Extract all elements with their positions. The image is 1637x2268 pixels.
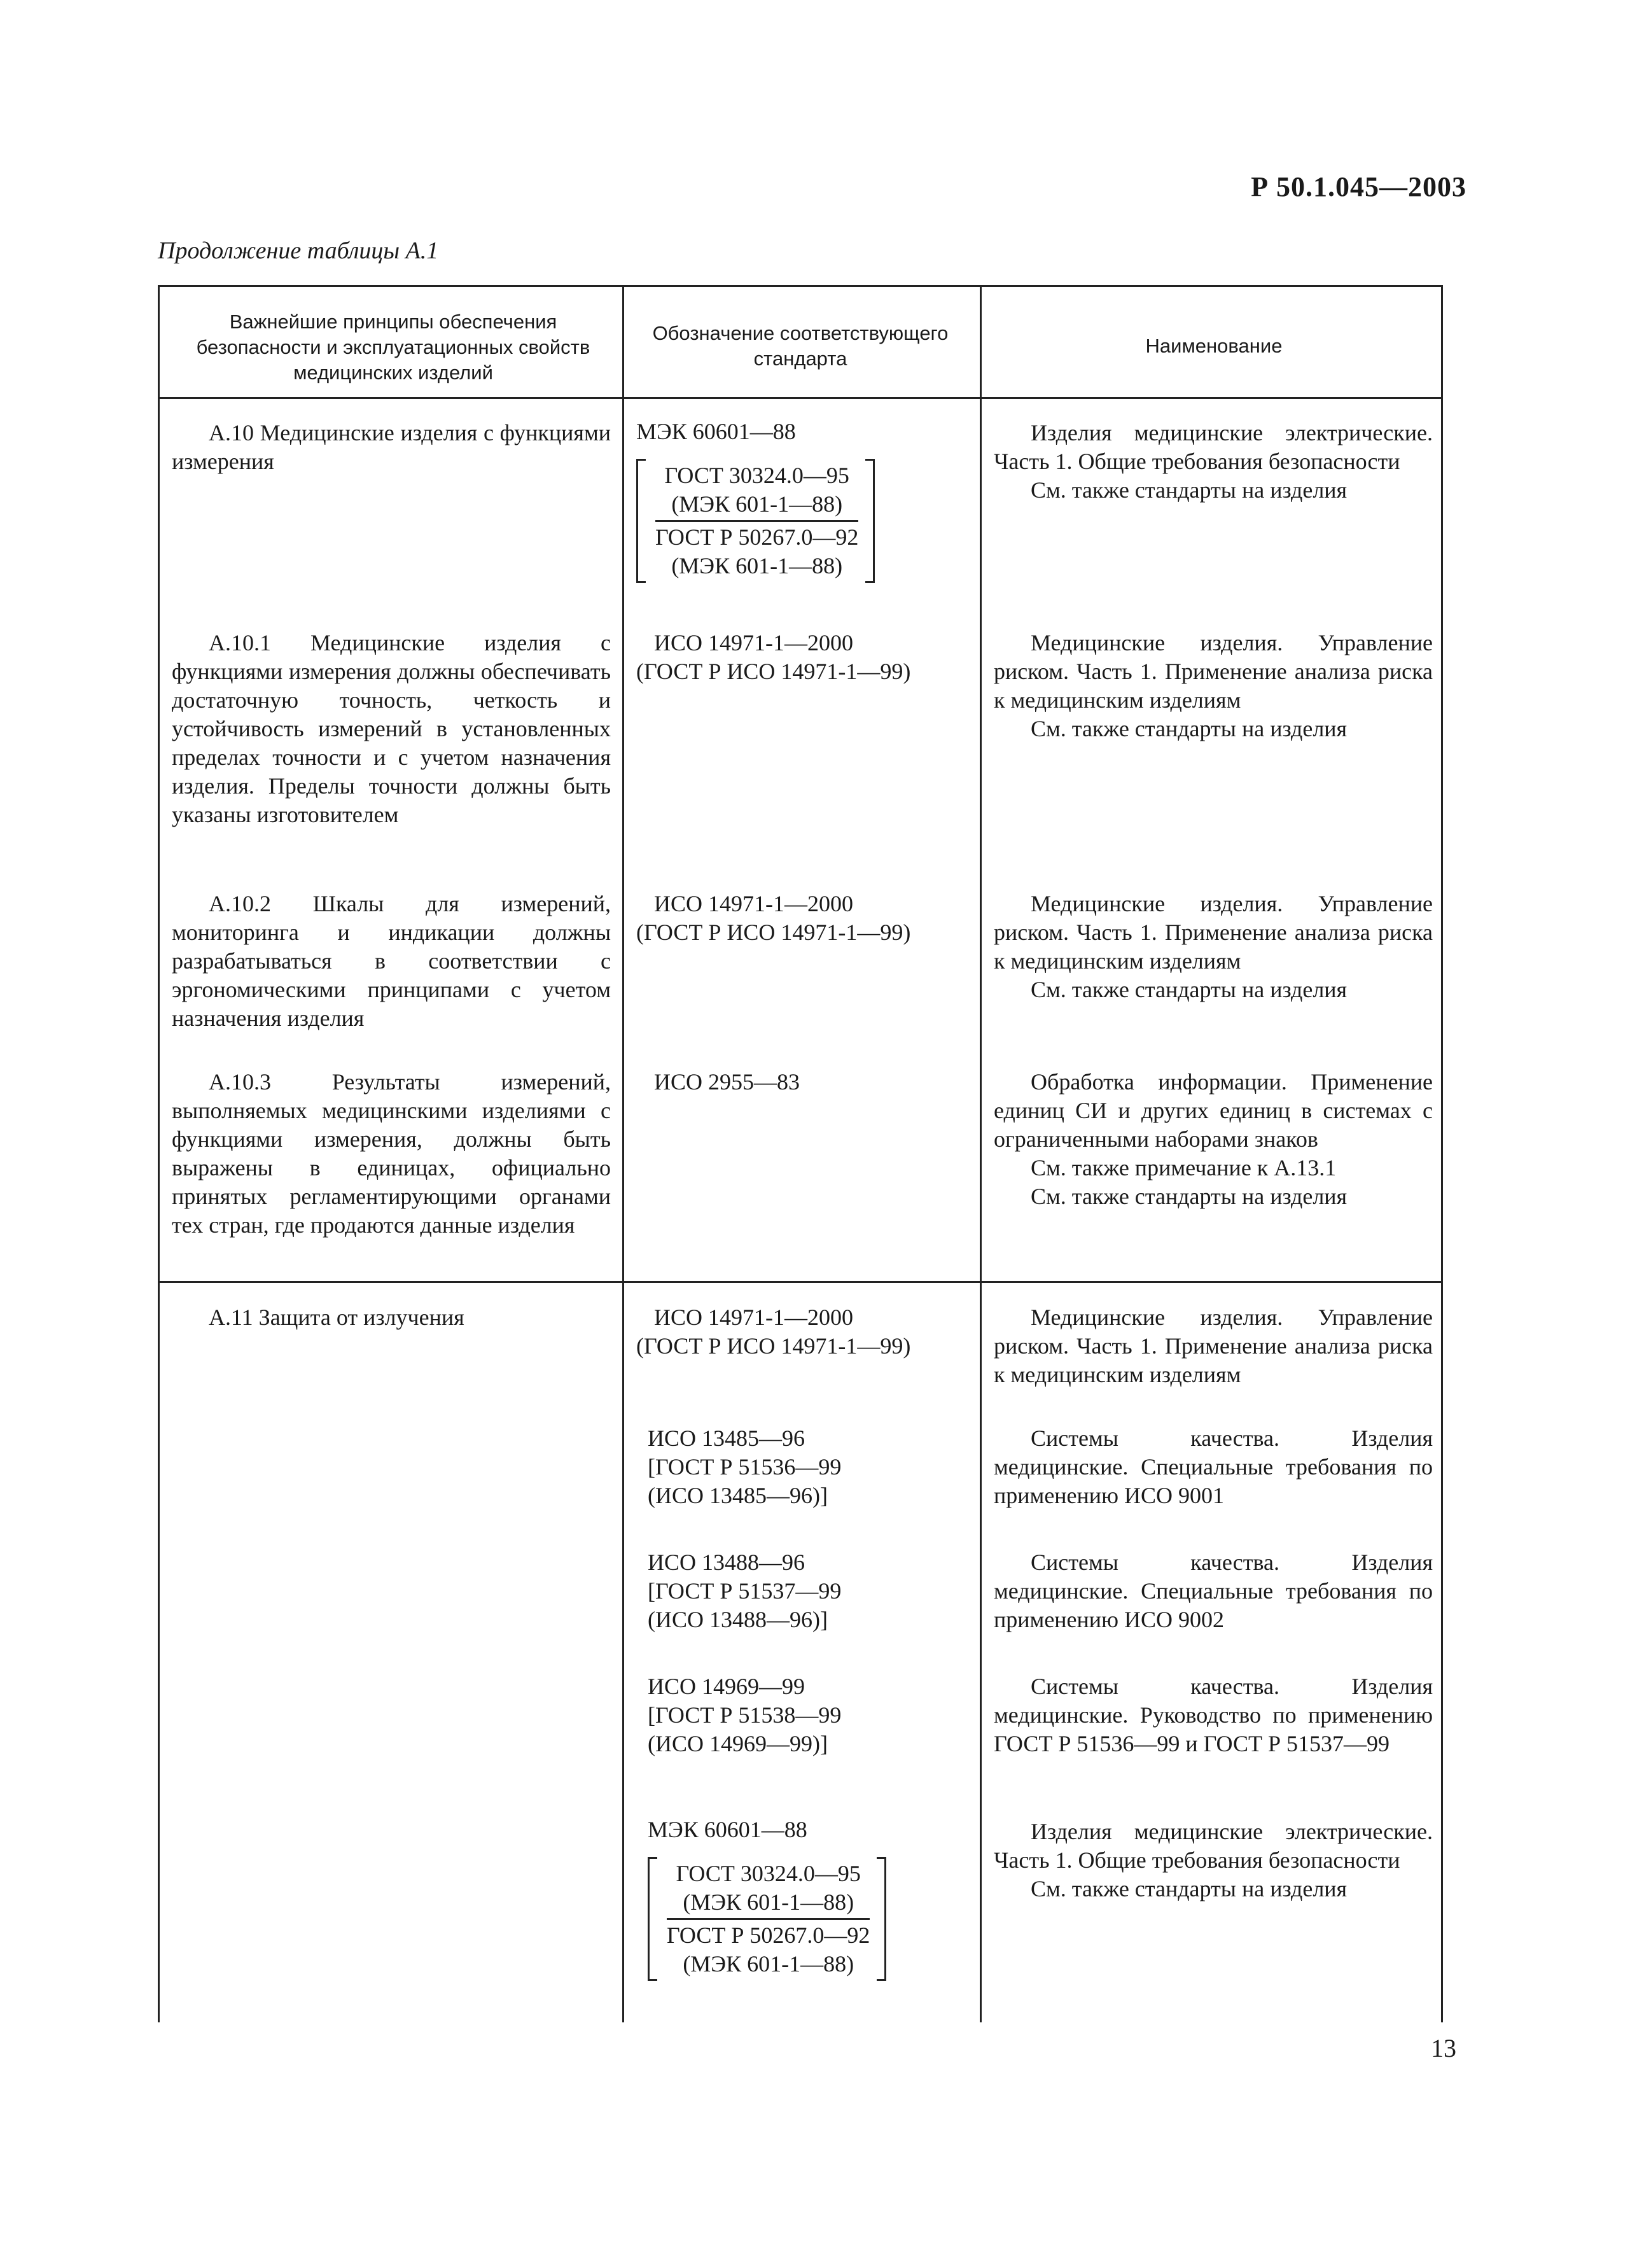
- name-a11-5: [994, 1817, 1433, 1903]
- standard-line: (ИСО 13488—96)]: [648, 1607, 828, 1632]
- principle-a10-1: [172, 629, 611, 829]
- standard-line: ИСО 13488—96: [648, 1550, 805, 1575]
- standard-name: Медицинские изделия. Управление риском. Часть 1. Применение анализа риска к медицинским изделиям: [994, 630, 1433, 713]
- see-also: См. также стандарты на изделия: [1031, 1184, 1348, 1209]
- standard-line: (МЭК 601-1—88): [683, 1889, 854, 1915]
- standard-main: МЭК 60601—88: [648, 1817, 807, 1842]
- principle-a11: [172, 1303, 611, 1332]
- standard-line: ИСО 2955—83: [654, 1069, 800, 1095]
- principle-text: А.11 Защита от излучения: [209, 1305, 464, 1330]
- standard-name: Обработка информации. Применение единиц СИ и других единиц в системах с ограниченными наборами знаков: [994, 1069, 1433, 1152]
- column-header-designation: Обозначение соответствующего стандарта: [652, 322, 949, 370]
- name-a10-1: [994, 629, 1433, 743]
- see-also: См. также стандарты на изделия: [1031, 716, 1348, 741]
- standard-name: Системы качества. Изделия медицинские. Специальные требования по применению ИСО 9001: [994, 1425, 1433, 1508]
- name-a11-4: [994, 1672, 1433, 1758]
- standard-a10-2: [636, 890, 973, 947]
- see-also: См. также стандарты на изделия: [1031, 477, 1348, 503]
- standard-line: (ИСО 13485—96)]: [648, 1483, 828, 1508]
- name-a10-2: [994, 890, 1433, 1004]
- see-also: См. также стандарты на изделия: [1031, 1876, 1348, 1901]
- standard-line: (ГОСТ Р ИСО 14971-1—99): [636, 1333, 911, 1359]
- standard-a11-3: [648, 1548, 972, 1634]
- standard-line: ИСО 14971-1—2000: [654, 630, 853, 655]
- principle-text: А.10.2 Шкалы для измерений, мониторинга и индикации должны разрабатываться в соответствии с эргономическими принципами с учетом назначения изделия: [172, 891, 611, 1031]
- standard-a10-1: [636, 629, 973, 686]
- standard-a11-1: [636, 1303, 973, 1361]
- name-a11-2: [994, 1424, 1433, 1510]
- name-a10: [994, 419, 1433, 505]
- standard-line: ГОСТ Р 50267.0—92: [655, 524, 859, 550]
- standard-line: [ГОСТ Р 51538—99: [648, 1702, 842, 1728]
- column-divider-1: [622, 285, 624, 2022]
- column-header-principles: Важнейшие принципы обеспечения безопасности и эксплуатационных свойств медицинских изделий: [196, 311, 590, 384]
- bracketed-standards: [636, 459, 875, 583]
- standard-line: (ГОСТ Р ИСО 14971-1—99): [636, 920, 911, 945]
- table-continuation-caption: Продолжение таблицы А.1: [158, 237, 439, 264]
- standard-line: [ГОСТ Р 51536—99: [648, 1454, 842, 1480]
- standard-main: МЭК 60601—88: [636, 419, 796, 444]
- standard-line: ИСО 14971-1—2000: [654, 1305, 853, 1330]
- table-left-border: [158, 285, 160, 2022]
- standard-line: [ГОСТ Р 51537—99: [648, 1578, 842, 1604]
- standard-name: Медицинские изделия. Управление риском. Часть 1. Применение анализа риска к медицинским изделиям: [994, 1305, 1433, 1387]
- name-a11-3: [994, 1548, 1433, 1634]
- table-top-border: [158, 285, 1443, 287]
- standards-table: [158, 285, 1443, 2022]
- principle-text: А.10.1 Медицинские изделия с функциями измерения должны обеспечивать достаточную точность, четкость и устойчивость измерений в установленных пределах точности и с учетом назначения изделия. Пределы точности должны быть указаны изготовителем: [172, 630, 611, 827]
- standard-line: (МЭК 601-1—88): [683, 1951, 854, 1977]
- header-bottom-border: [158, 397, 1443, 399]
- standard-line: (ГОСТ Р ИСО 14971-1—99): [636, 659, 911, 684]
- standard-line: (МЭК 601-1—88): [671, 491, 843, 517]
- standard-line: ГОСТ 30324.0—95: [664, 463, 849, 488]
- standard-line: ИСО 14971-1—2000: [654, 891, 853, 916]
- standard-line: (МЭК 601-1—88): [671, 553, 843, 578]
- standard-line: ИСО 14969—99: [648, 1674, 805, 1699]
- principle-text: А.10.3 Результаты измерений, выполняемых медицинскими изделиями с функциями измерения, должны быть выражены в единицах, официально принятых регламентирующими органами тех стран, где продаются данные изделия: [172, 1069, 611, 1238]
- standard-a11-2: [648, 1424, 972, 1510]
- standard-line: ИСО 13485—96: [648, 1425, 805, 1451]
- name-a11-1: [994, 1303, 1433, 1389]
- principle-a10: [172, 419, 611, 476]
- section-divider: [158, 1281, 1443, 1283]
- standard-a10-3: [636, 1068, 973, 1096]
- standard-line: ГОСТ Р 50267.0—92: [667, 1922, 870, 1948]
- principle-a10-2: [172, 890, 611, 1033]
- standard-name: Медицинские изделия. Управление риском. Часть 1. Применение анализа риска к медицинским изделиям: [994, 891, 1433, 974]
- see-also: См. также стандарты на изделия: [1031, 977, 1348, 1002]
- document-code: Р 50.1.045—2003: [1251, 171, 1466, 202]
- see-also: См. также примечание к А.13.1: [1031, 1155, 1337, 1180]
- standard-name: Системы качества. Изделия медицинские. Специальные требования по применению ИСО 9002: [994, 1550, 1433, 1632]
- standard-name: Системы качества. Изделия медицинские. Руководство по применению ГОСТ Р 51536—99 и ГОСТ Р 51537—99: [994, 1674, 1433, 1756]
- standard-line: (ИСО 14969—99)]: [648, 1731, 828, 1756]
- standard-a11-5: [648, 1816, 972, 1981]
- page-number: 13: [1431, 2034, 1456, 2062]
- standard-a10: [636, 417, 967, 583]
- bracketed-standards: [648, 1857, 886, 1981]
- principle-a10-3: [172, 1068, 611, 1240]
- column-header-name: Наименование: [1145, 335, 1283, 357]
- standard-name: Изделия медицинские электрические. Часть 1. Общие требования безопасности: [994, 420, 1433, 474]
- standard-name: Изделия медицинские электрические. Часть 1. Общие требования безопасности: [994, 1819, 1433, 1873]
- standard-line: ГОСТ 30324.0—95: [676, 1861, 861, 1886]
- name-a10-3: [994, 1068, 1433, 1211]
- principle-text: А.10 Медицинские изделия с функциями измерения: [172, 420, 611, 474]
- column-divider-2: [980, 285, 982, 2022]
- standard-a11-4: [648, 1672, 972, 1758]
- table-right-border: [1441, 285, 1443, 2022]
